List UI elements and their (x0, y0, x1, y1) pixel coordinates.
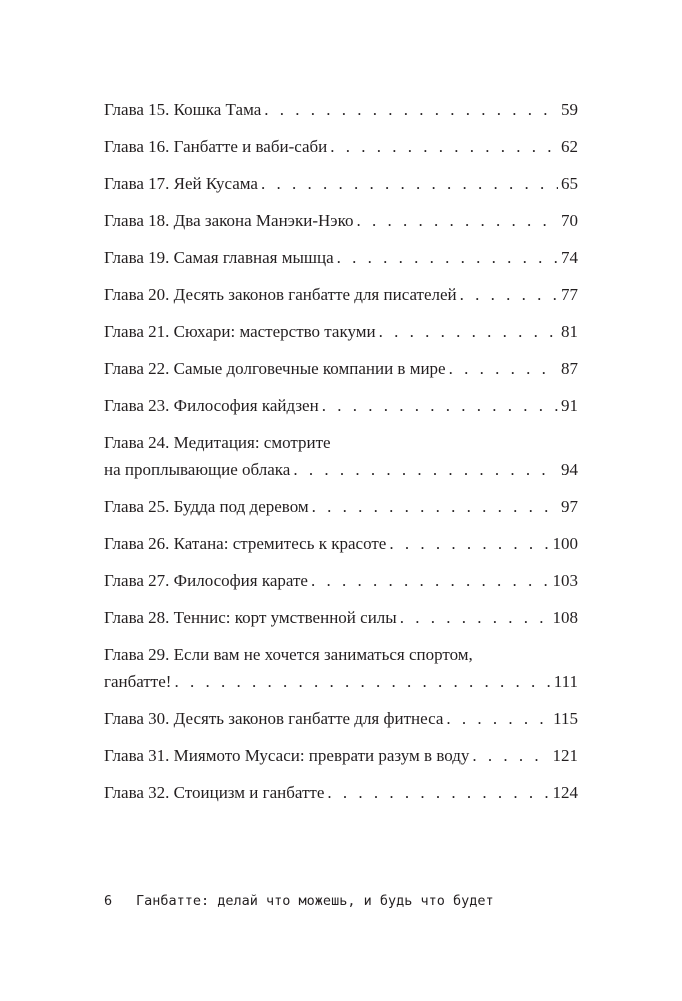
toc-entry-title: Глава 22. Самые долговечные компании в мире (104, 359, 446, 378)
toc-entry (104, 604, 578, 631)
toc-entry (104, 392, 578, 419)
toc-entry-line (104, 641, 578, 668)
toc-page-number: 97 (561, 497, 578, 516)
toc-page-number: 100 (552, 534, 578, 553)
toc-page-number: 87 (561, 359, 578, 378)
toc-entry-line (104, 567, 578, 594)
toc-entry-line (104, 668, 578, 695)
toc-page-number: 103 (552, 571, 578, 590)
page-footer (104, 893, 494, 909)
dot-leader (379, 318, 558, 345)
toc-entry-title: ганбатте! (104, 672, 172, 691)
dot-leader (327, 779, 549, 806)
toc-entry-title: Глава 16. Ганбатте и ваби-саби (104, 137, 328, 156)
toc-entry-line (104, 742, 578, 769)
dot-leader (472, 742, 549, 769)
toc-entry (104, 567, 578, 594)
toc-entry-line (104, 207, 578, 234)
toc-entry-title: Глава 30. Десять законов ганбатте для фитнеса (104, 709, 444, 728)
dot-leader (264, 96, 558, 123)
toc-page-number: 77 (561, 285, 578, 304)
toc-entry-line (104, 493, 578, 520)
toc-entry-line (104, 456, 578, 483)
dot-leader (330, 133, 558, 160)
toc-entry-line (104, 96, 578, 123)
dot-leader (312, 493, 558, 520)
toc-entry (104, 318, 578, 345)
toc-entry-line (104, 429, 578, 456)
dot-leader (322, 392, 558, 419)
toc-entry-title: Глава 17. Яей Кусама (104, 174, 258, 193)
dot-leader (311, 567, 550, 594)
toc-entry-title: Глава 20. Десять законов ганбатте для писателей (104, 285, 457, 304)
toc-entry-title: Глава 28. Теннис: корт умственной силы (104, 608, 397, 627)
toc-entry (104, 779, 578, 806)
toc-entry-line (104, 604, 578, 631)
toc-entry (104, 133, 578, 160)
toc-entry-title: Глава 24. Медитация: смотрите (104, 433, 331, 452)
toc-entry-title: Глава 26. Катана: стремитесь к красоте (104, 534, 387, 553)
dot-leader (337, 244, 558, 271)
toc-entry-line (104, 244, 578, 271)
toc-entry-title: Глава 25. Будда под деревом (104, 497, 309, 516)
toc-entry (104, 641, 578, 695)
toc-page-number: 94 (561, 460, 578, 479)
toc-entry (104, 96, 578, 123)
toc-page-number: 108 (552, 608, 578, 627)
toc-entry-title: Глава 27. Философия карате (104, 571, 308, 590)
toc-entry (104, 170, 578, 197)
dot-leader (400, 604, 550, 631)
toc-entry (104, 207, 578, 234)
toc-page-number: 70 (561, 211, 578, 230)
toc-entry-title: Глава 31. Миямото Мусаси: преврати разум в воду (104, 746, 470, 765)
table-of-contents (104, 96, 578, 816)
toc-page-number: 115 (553, 709, 578, 728)
toc-entry-title: Глава 18. Два закона Манэки-Нэко (104, 211, 354, 230)
toc-page-number: 81 (561, 322, 578, 341)
running-title: Ганбатте: делай что можешь, и будь что будет (136, 893, 494, 909)
toc-entry-title: Глава 19. Самая главная мышца (104, 248, 334, 267)
toc-entry-line (104, 355, 578, 382)
toc-entry (104, 244, 578, 271)
toc-page-number: 59 (561, 100, 578, 119)
dot-leader (460, 281, 558, 308)
toc-entry (104, 493, 578, 520)
toc-entry-line (104, 705, 578, 732)
dot-leader (449, 355, 558, 382)
dot-leader (174, 668, 550, 695)
toc-entry (104, 530, 578, 557)
toc-entry-title: на проплывающие облака (104, 460, 291, 479)
toc-entry-title: Глава 32. Стоицизм и ганбатте (104, 783, 325, 802)
toc-entry (104, 429, 578, 483)
toc-entry-line (104, 392, 578, 419)
toc-entry (104, 705, 578, 732)
toc-entry (104, 742, 578, 769)
toc-page-number: 74 (561, 248, 578, 267)
toc-page-number: 124 (552, 783, 578, 802)
dot-leader (446, 705, 550, 732)
dot-leader (389, 530, 549, 557)
toc-entry-line (104, 779, 578, 806)
toc-page-number: 65 (561, 174, 578, 193)
toc-page-number: 121 (552, 746, 578, 765)
toc-entry (104, 281, 578, 308)
toc-entry-line (104, 318, 578, 345)
toc-entry (104, 355, 578, 382)
toc-entry-title: Глава 29. Если вам не хочется заниматься спортом, (104, 645, 473, 664)
toc-page-number: 62 (561, 137, 578, 156)
page-number: 6 (104, 893, 113, 909)
toc-page-number: 111 (553, 672, 578, 691)
toc-entry-title: Глава 23. Философия кайдзен (104, 396, 319, 415)
dot-leader (356, 207, 558, 234)
dot-leader (293, 456, 558, 483)
toc-entry-line (104, 530, 578, 557)
toc-entry-line (104, 133, 578, 160)
dot-leader (261, 170, 558, 197)
toc-page-number: 91 (561, 396, 578, 415)
toc-entry-line (104, 170, 578, 197)
toc-entry-title: Глава 21. Сюхари: мастерство такуми (104, 322, 376, 341)
toc-entry-title: Глава 15. Кошка Тама (104, 100, 262, 119)
toc-entry-line (104, 281, 578, 308)
